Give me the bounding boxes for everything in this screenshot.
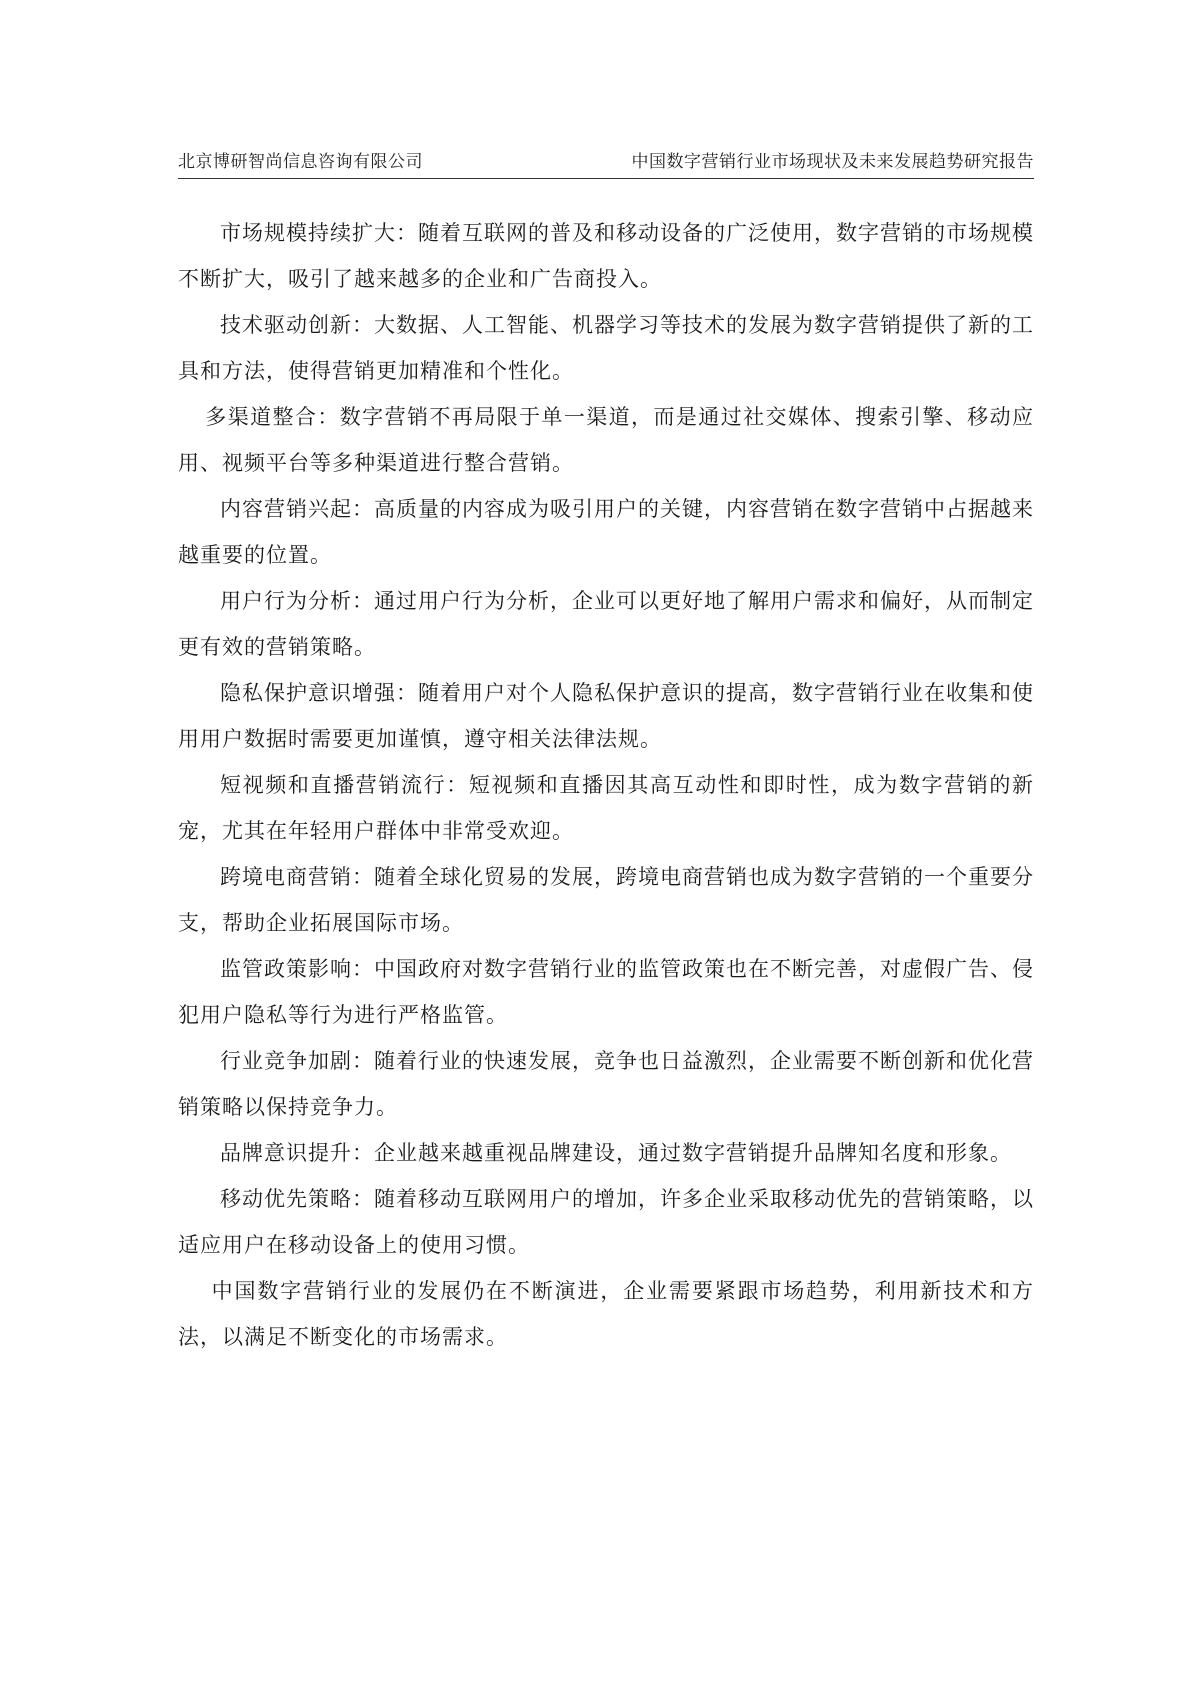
paragraph-cross-border: 跨境电商营销：随着全球化贸易的发展，跨境电商营销也成为数字营销的一个重要分支，帮助企业拓展国际市场。 (178, 865, 1034, 935)
header-report-title: 中国数字营销行业市场现状及未来发展趋势研究报告 (631, 152, 1034, 172)
page-header (178, 142, 1034, 179)
paragraph-tech-innovation: 技术驱动创新：大数据、人工智能、机器学习等技术的发展为数字营销提供了新的工具和方法，使得营销更加精准和个性化。 (178, 313, 1034, 383)
paragraph-user-behavior: 用户行为分析：通过用户行为分析，企业可以更好地了解用户需求和偏好，从而制定更有效的营销策略。 (178, 589, 1034, 659)
paragraph-market-scale: 市场规模持续扩大：随着互联网的普及和移动设备的广泛使用，数字营销的市场规模不断扩大，吸引了越来越多的企业和广告商投入。 (178, 221, 1034, 291)
paragraph-regulation: 监管政策影响：中国政府对数字营销行业的监管政策也在不断完善，对虚假广告、侵犯用户隐私等行为进行严格监管。 (178, 957, 1034, 1027)
paragraph-privacy: 隐私保护意识增强：随着用户对个人隐私保护意识的提高，数字营销行业在收集和使用用户数据时需要更加谨慎，遵守相关法律法规。 (178, 681, 1034, 751)
paragraph-content-marketing: 内容营销兴起：高质量的内容成为吸引用户的关键，内容营销在数字营销中占据越来越重要的位置。 (178, 497, 1034, 567)
header-company-name: 北京博研智尚信息咨询有限公司 (178, 152, 423, 172)
paragraph-multichannel: 多渠道整合：数字营销不再局限于单一渠道，而是通过社交媒体、搜索引擎、移动应用、视频平台等多种渠道进行整合营销。 (178, 405, 1034, 475)
paragraph-brand: 品牌意识提升：企业越来越重视品牌建设，通过数字营销提升品牌知名度和形象。 (220, 1141, 1012, 1165)
paragraph-mobile-first: 移动优先策略：随着移动互联网用户的增加，许多企业采取移动优先的营销策略，以适应用户在移动设备上的使用习惯。 (178, 1187, 1034, 1257)
paragraph-short-video: 短视频和直播营销流行：短视频和直播因其高互动性和即时性，成为数字营销的新宠，尤其在年轻用户群体中非常受欢迎。 (178, 773, 1034, 843)
body-content (178, 210, 1034, 1360)
paragraph-conclusion: 中国数字营销行业的发展仍在不断演进，企业需要紧跟市场趋势，利用新技术和方法，以满足不断变化的市场需求。 (178, 1279, 1034, 1349)
paragraph-competition: 行业竞争加剧：随着行业的快速发展，竞争也日益激烈，企业需要不断创新和优化营销策略以保持竞争力。 (178, 1049, 1034, 1119)
